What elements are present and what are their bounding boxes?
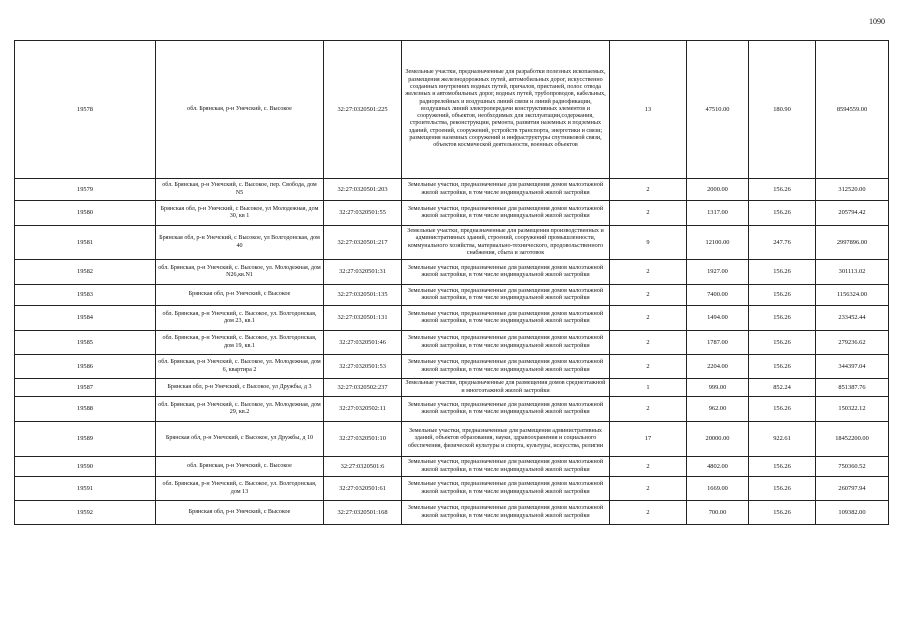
specific-value: 156.26 xyxy=(749,397,816,422)
cadastral-value: 109382.00 xyxy=(816,501,889,525)
table-row xyxy=(15,331,889,355)
address-cell: обл. Брянская, р-н Унечский, с. Высокое xyxy=(156,457,324,477)
land-use-purpose: Земельные участки, предназначенные для размещения домов малоэтажной жилой застройки, в том числе индивидуальной жилой застройки xyxy=(402,457,610,477)
area-value: 962.00 xyxy=(687,397,749,422)
use-code: 2 xyxy=(610,457,687,477)
table-row xyxy=(15,379,889,397)
address-cell: обл. Брянская, р-н Унечский, с. Высокое, ул. Волгодонская, дом 23, кв.1 xyxy=(156,306,324,331)
cadastral-number: 32:27:0320501:10 xyxy=(324,422,402,457)
table-body xyxy=(15,41,889,525)
use-code: 9 xyxy=(610,226,687,260)
cadastral-value: 344397.04 xyxy=(816,355,889,379)
cadastral-number: 32:27:0320501:55 xyxy=(324,201,402,226)
specific-value: 156.26 xyxy=(749,285,816,306)
land-use-purpose: Земельные участки, предназначенные для размещения домов малоэтажной жилой застройки, в том числе индивидуальной жилой застройки xyxy=(402,179,610,201)
cadastral-value: 260797.94 xyxy=(816,477,889,501)
use-code: 2 xyxy=(610,477,687,501)
cadastral-number: 32:27:0320502:237 xyxy=(324,379,402,397)
address-cell: Брянская обл, р-н Унечский, с Высокое, ул Молодежная, дом 30, кв 1 xyxy=(156,201,324,226)
address-cell: Брянская обл, р-н Унечский, с Высокое xyxy=(156,285,324,306)
area-value: 1787.00 xyxy=(687,331,749,355)
cadastral-value: 205794.42 xyxy=(816,201,889,226)
specific-value: 852.24 xyxy=(749,379,816,397)
area-value: 700.00 xyxy=(687,501,749,525)
row-number: 19579 xyxy=(15,179,156,201)
table-row xyxy=(15,260,889,285)
address-cell: обл. Брянская, р-н Унечский, с. Высокое, пер. Свобода, дом N5 xyxy=(156,179,324,201)
cadastral-value: 750360.52 xyxy=(816,457,889,477)
area-value: 2204.00 xyxy=(687,355,749,379)
specific-value: 247.76 xyxy=(749,226,816,260)
address-cell: обл. Брянская, р-н Унечский, с. Высокое xyxy=(156,41,324,179)
use-code: 2 xyxy=(610,331,687,355)
specific-value: 156.26 xyxy=(749,201,816,226)
cadastral-value: 1156324.00 xyxy=(816,285,889,306)
row-number: 19580 xyxy=(15,201,156,226)
use-code: 17 xyxy=(610,422,687,457)
area-value: 12100.00 xyxy=(687,226,749,260)
specific-value: 156.26 xyxy=(749,260,816,285)
table-row xyxy=(15,501,889,525)
row-number: 19586 xyxy=(15,355,156,379)
table-row xyxy=(15,179,889,201)
row-number: 19585 xyxy=(15,331,156,355)
table-row xyxy=(15,457,889,477)
specific-value: 922.61 xyxy=(749,422,816,457)
cadastral-number: 32:27:0320501:131 xyxy=(324,306,402,331)
address-cell: обл. Брянская, р-н Унечский, с. Высокое, ул. Молодежная, дом 6, квартира 2 xyxy=(156,355,324,379)
land-use-purpose: Земельные участки, предназначенные для размещения домов малоэтажной жилой застройки, в том числе индивидуальной жилой застройки xyxy=(402,260,610,285)
land-use-purpose: Земельные участки, предназначенные для размещения домов малоэтажной жилой застройки, в том числе индивидуальной жилой застройки xyxy=(402,331,610,355)
land-use-purpose: Земельные участки, предназначенные для размещения домов малоэтажной жилой застройки, в том числе индивидуальной жилой застройки xyxy=(402,477,610,501)
area-value: 999.00 xyxy=(687,379,749,397)
address-cell: обл. Брянская, р-н Унечский, с. Высокое, ул. Волгодонская, дом 19, кв.1 xyxy=(156,331,324,355)
land-use-purpose: Земельные участки, предназначенные для размещения домов малоэтажной жилой застройки, в том числе индивидуальной жилой застройки xyxy=(402,397,610,422)
land-parcel-table xyxy=(14,40,889,525)
table-row xyxy=(15,477,889,501)
specific-value: 156.26 xyxy=(749,477,816,501)
row-number: 19589 xyxy=(15,422,156,457)
cadastral-value: 301113.02 xyxy=(816,260,889,285)
specific-value: 156.26 xyxy=(749,457,816,477)
address-cell: Брянская обл, р-н Унечский, с Высокое xyxy=(156,501,324,525)
use-code: 2 xyxy=(610,501,687,525)
cadastral-value: 8594559.00 xyxy=(816,41,889,179)
table-row xyxy=(15,422,889,457)
land-use-purpose: Земельные участки, предназначенные для размещения домов среднеэтажной и многоэтажной жилой застройки xyxy=(402,379,610,397)
use-code: 2 xyxy=(610,397,687,422)
area-value: 2000.00 xyxy=(687,179,749,201)
row-number: 19582 xyxy=(15,260,156,285)
land-use-purpose: Земельные участки, предназначенные для размещения домов малоэтажной жилой застройки, в том числе индивидуальной жилой застройки xyxy=(402,306,610,331)
area-value: 7400.00 xyxy=(687,285,749,306)
land-use-purpose: Земельные участки, предназначенные для размещения домов малоэтажной жилой застройки, в том числе индивидуальной жилой застройки xyxy=(402,501,610,525)
land-use-purpose: Земельные участки, предназначенные для разработки полезных ископаемых, размещения железнодорожных путей, автомобильных дорог, искусственно созданных внутренних водных путей, причалов, пристаней, полос отвода железных и автомобильных дорог, водных путей, трубопроводов, кабельных, радиорелейных и воздушных линий связи и линий радиофикации, воздушных линий электропередачи конструктивных элементов и сооружений, объектов, необходимых для эксплуатации,содержания, строительства, реконструкции, ремонта, развития наземных и подземных зданий, строений, сооружений, устройств транспорта, энергетики и связи; размещения наземных сооружений и инфраструктуры спутниковой связи, объектов космической деятельности, военных объектов xyxy=(402,41,610,179)
cadastral-value: 233452.44 xyxy=(816,306,889,331)
cadastral-value: 150322.12 xyxy=(816,397,889,422)
cadastral-number: 32:27:0320501:53 xyxy=(324,355,402,379)
table-row xyxy=(15,285,889,306)
address-cell: обл. Брянская, р-н Унечский, с. Высокое, ул. Волгодонская, дом 13 xyxy=(156,477,324,501)
use-code: 2 xyxy=(610,285,687,306)
specific-value: 180.90 xyxy=(749,41,816,179)
use-code: 2 xyxy=(610,179,687,201)
use-code: 13 xyxy=(610,41,687,179)
row-number: 19584 xyxy=(15,306,156,331)
area-value: 1927.00 xyxy=(687,260,749,285)
cadastral-value: 2997896.00 xyxy=(816,226,889,260)
cadastral-number: 32:27:0320501:61 xyxy=(324,477,402,501)
row-number: 19591 xyxy=(15,477,156,501)
cadastral-number: 32:27:0320501:217 xyxy=(324,226,402,260)
cadastral-number: 32:27:0320501:225 xyxy=(324,41,402,179)
address-cell: Брянская обл, р-н Унечский, с Высокое, ул Волгодонская, дом 40 xyxy=(156,226,324,260)
address-cell: Брянская обл, р-н Унечский, с Высокое, ул Дружбы, д 3 xyxy=(156,379,324,397)
address-cell: обл. Брянская, р-н Унечский, с. Высокое, ул. Молодежная, дом N26,кв.N1 xyxy=(156,260,324,285)
specific-value: 156.26 xyxy=(749,331,816,355)
specific-value: 156.26 xyxy=(749,306,816,331)
area-value: 1317.00 xyxy=(687,201,749,226)
use-code: 2 xyxy=(610,260,687,285)
land-use-purpose: Земельные участки, предназначенные для размещения производственных и административных зданий, строений, сооружений промышленности, коммунального хозяйства, материально-технического, продовольственного снабжения, сбыта и заготовок xyxy=(402,226,610,260)
row-number: 19590 xyxy=(15,457,156,477)
use-code: 2 xyxy=(610,306,687,331)
cadastral-number: 32:27:0320501:203 xyxy=(324,179,402,201)
address-cell: обл. Брянская, р-н Унечский, с. Высокое, ул. Молодежная, дом 29, кв.2 xyxy=(156,397,324,422)
specific-value: 156.26 xyxy=(749,501,816,525)
table-row xyxy=(15,397,889,422)
cadastral-value: 18452200.00 xyxy=(816,422,889,457)
land-use-purpose: Земельные участки, предназначенные для размещения домов малоэтажной жилой застройки, в том числе индивидуальной жилой застройки xyxy=(402,355,610,379)
use-code: 2 xyxy=(610,201,687,226)
address-cell: Брянская обл, р-н Унечский, с Высокое, ул Дружбы, д 10 xyxy=(156,422,324,457)
land-use-purpose: Земельные участки, предназначенные для размещения административных зданий, объектов образования, науки, здравоохранения и социального обеспечения, физической культуры и спорта, культуры, искусства, религии xyxy=(402,422,610,457)
area-value: 1494.00 xyxy=(687,306,749,331)
row-number: 19592 xyxy=(15,501,156,525)
page-number: 1090 xyxy=(869,17,885,26)
table-row xyxy=(15,226,889,260)
area-value: 4802.00 xyxy=(687,457,749,477)
table-row xyxy=(15,355,889,379)
table-row xyxy=(15,41,889,179)
area-value: 47510.00 xyxy=(687,41,749,179)
cadastral-number: 32:27:0320501:135 xyxy=(324,285,402,306)
cadastral-number: 32:27:0320501:46 xyxy=(324,331,402,355)
specific-value: 156.26 xyxy=(749,355,816,379)
cadastral-value: 279236.62 xyxy=(816,331,889,355)
cadastral-number: 32:27:0320502:11 xyxy=(324,397,402,422)
cadastral-number: 32:27:0320501:31 xyxy=(324,260,402,285)
cadastral-value: 851387.76 xyxy=(816,379,889,397)
cadastral-number: 32:27:0320501:168 xyxy=(324,501,402,525)
row-number: 19583 xyxy=(15,285,156,306)
specific-value: 156.26 xyxy=(749,179,816,201)
row-number: 19587 xyxy=(15,379,156,397)
table-row xyxy=(15,201,889,226)
cadastral-number: 32:27:0320501:6 xyxy=(324,457,402,477)
use-code: 2 xyxy=(610,355,687,379)
area-value: 20000.00 xyxy=(687,422,749,457)
table-row xyxy=(15,306,889,331)
area-value: 1669.00 xyxy=(687,477,749,501)
cadastral-value: 312520.00 xyxy=(816,179,889,201)
row-number: 19581 xyxy=(15,226,156,260)
row-number: 19578 xyxy=(15,41,156,179)
land-use-purpose: Земельные участки, предназначенные для размещения домов малоэтажной жилой застройки, в том числе индивидуальной жилой застройки xyxy=(402,285,610,306)
row-number: 19588 xyxy=(15,397,156,422)
land-use-purpose: Земельные участки, предназначенные для размещения домов малоэтажной жилой застройки, в том числе индивидуальной жилой застройки xyxy=(402,201,610,226)
use-code: 1 xyxy=(610,379,687,397)
